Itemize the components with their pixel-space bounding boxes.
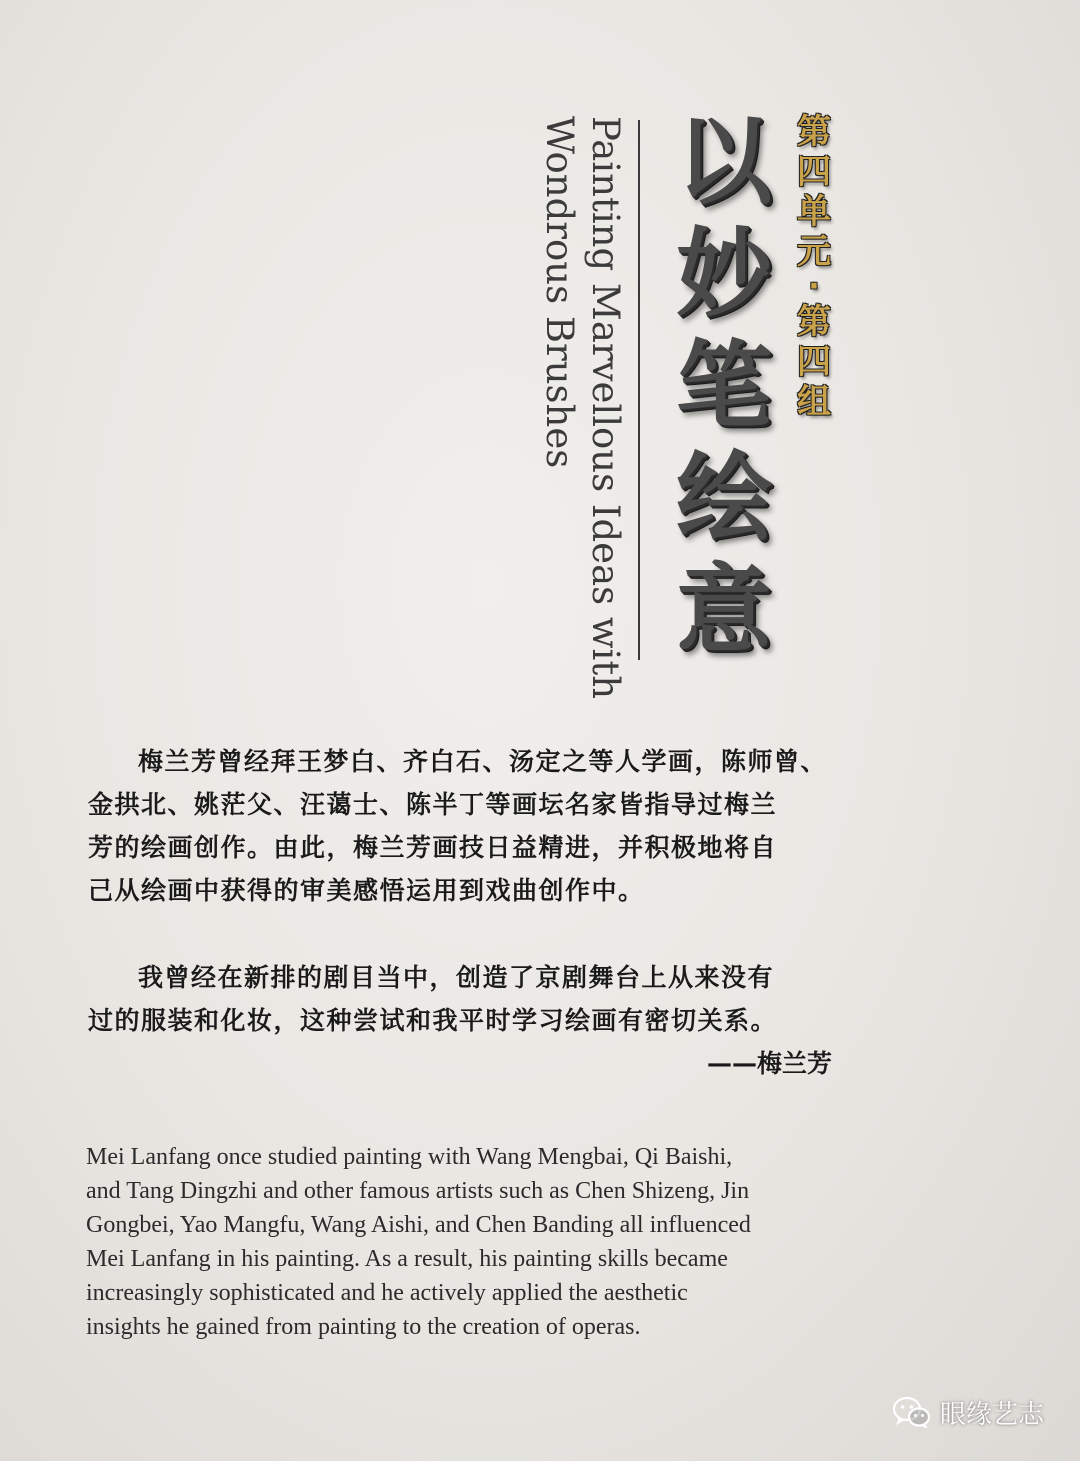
english-line: increasingly sophisticated and he actively applied the aesthetic: [86, 1280, 688, 1306]
quote-paragraph-cont: [88, 999, 832, 1042]
paragraph-gap: [88, 912, 832, 956]
section-label-char: 组: [797, 382, 831, 422]
quote-paragraph: [88, 956, 832, 999]
chinese-line: 金拱北、姚茫父、汪蔼士、陈半丁等画坛名家皆指导过梅兰: [88, 790, 778, 819]
chinese-line: 梅兰芳曾经拜王梦白、齐白石、汤定之等人学画，陈师曾、: [138, 747, 828, 776]
english-body: [86, 1140, 836, 1344]
section-label-char: 四: [797, 152, 831, 192]
section-label-separator: ·: [808, 269, 820, 304]
main-title: [672, 106, 776, 666]
title-char: 绘: [676, 442, 772, 554]
section-label-char: 单: [797, 192, 831, 232]
chinese-line: 己从绘画中获得的审美感悟运用到戏曲创作中。: [88, 876, 645, 905]
english-title-line: Wondrous Brushes: [538, 116, 581, 469]
chinese-line: 芳的绘画创作。由此，梅兰芳画技日益精进，并积极地将自: [88, 833, 778, 862]
chinese-body: [88, 740, 832, 1085]
english-line: insights he gained from painting to the creation of operas.: [86, 1314, 641, 1340]
quote-line: 过的服装和化妆，这种尝试和我平时学习绘画有密切关系。: [88, 1006, 778, 1035]
title-divider: [638, 120, 640, 660]
english-title: [538, 116, 628, 700]
title-char: 妙: [676, 218, 772, 330]
quote-line: 我曾经在新排的剧目当中，创造了京剧舞台上从来没有: [138, 963, 775, 992]
title-char: 笔: [676, 330, 772, 442]
watermark-text: 眼缘艺志: [939, 1400, 1044, 1430]
english-line: and Tang Dingzhi and other famous artists such as Chen Shizeng, Jin: [86, 1178, 750, 1204]
english-line: Mei Lanfang in his painting. As a result, his painting skills became: [86, 1246, 728, 1272]
section-label-char: 四: [797, 342, 831, 382]
section-label-char: 元: [797, 232, 831, 272]
section-label-char: 第: [797, 302, 831, 342]
title-char: 意: [676, 554, 772, 666]
section-label: [792, 112, 836, 422]
english-line: Mei Lanfang once studied painting with Wang Mengbai, Qi Baishi,: [86, 1144, 733, 1170]
english-line: Gongbei, Yao Mangfu, Wang Aishi, and Chen Banding all influenced: [86, 1212, 751, 1238]
chinese-paragraph-cont: [88, 783, 832, 912]
watermark: [892, 1394, 1044, 1431]
wechat-icon: [892, 1396, 932, 1430]
english-title-line: Painting Marvellous Ideas with: [584, 116, 627, 700]
chinese-paragraph: [88, 740, 832, 783]
section-label-char: 第: [797, 112, 831, 152]
title-char: 以: [676, 106, 772, 218]
quote-signature: ——梅兰芳: [706, 1049, 832, 1078]
